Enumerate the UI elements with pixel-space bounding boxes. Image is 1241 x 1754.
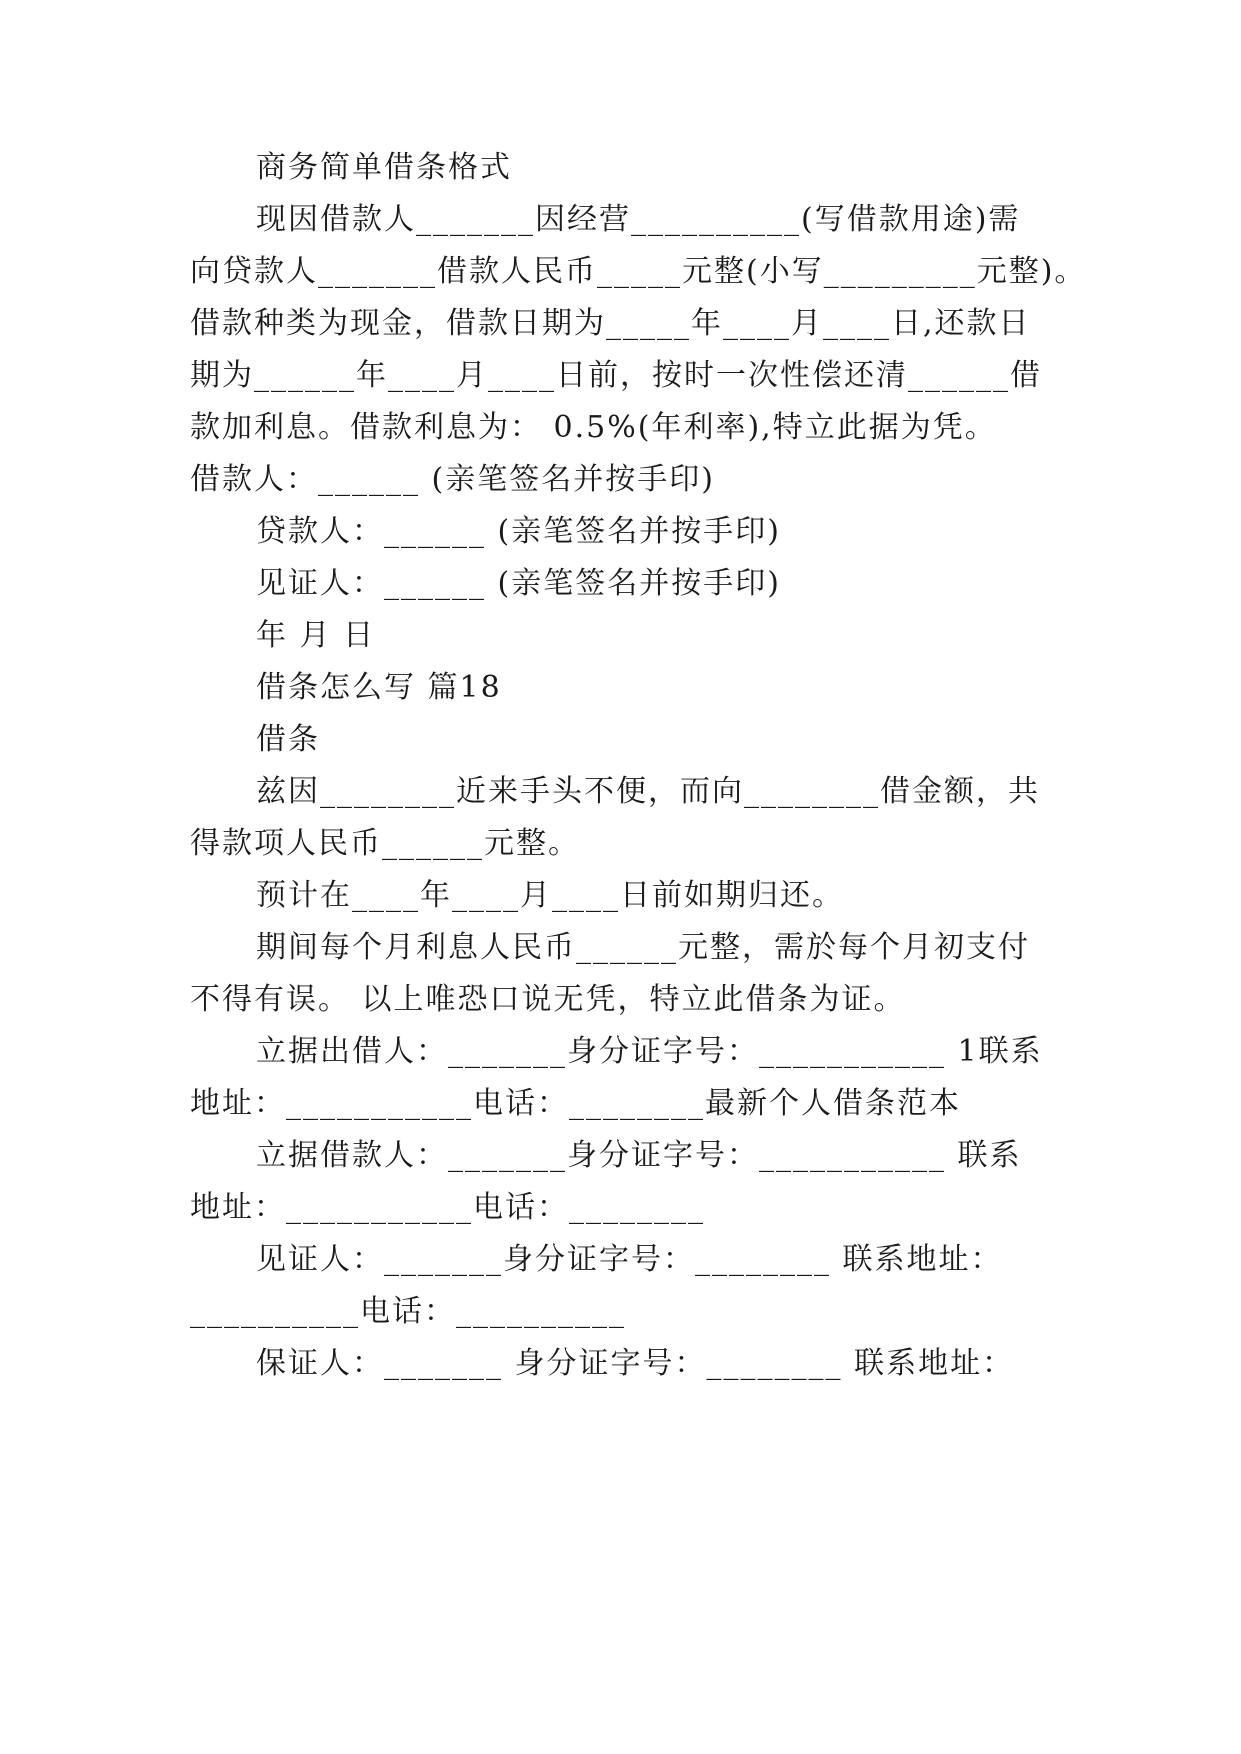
paragraph-line: 期间每个月利息人民币______元整，需於每个月初支付: [256, 930, 1030, 965]
paragraph-line: __________电话：__________: [190, 1294, 626, 1329]
signature-line-witness-info: 见证人：_______身分证字号：________ 联系地址：: [256, 1242, 1003, 1277]
section-title: 借条: [256, 722, 320, 757]
paragraph-line: 地址：___________电话：________最新个人借条范本: [190, 1086, 961, 1121]
paragraph-line: 兹因________近来手头不便，而向________借金额，共: [256, 774, 1040, 809]
signature-line-lender: 贷款人：______ (亲笔签名并按手印): [256, 514, 781, 549]
paragraph-line: 期为______年____月____日前，按时一次性偿还清______借: [190, 358, 1042, 393]
signature-line-lender-info: 立据出借人：_______身分证字号：___________ 1联系: [256, 1034, 1043, 1069]
date-line: 年 月 日: [256, 618, 376, 653]
document-title: 商务简单借条格式: [256, 150, 512, 185]
paragraph-line: 向贷款人_______借款人民币_____元整(小写_________元整)。: [190, 254, 1087, 289]
paragraph-line: 借款种类为现金，借款日期为_____年____月____日,还款日: [190, 306, 1031, 341]
signature-line-borrower-info: 立据借款人：_______身分证字号：___________ 联系: [256, 1138, 1022, 1173]
signature-line-witness: 见证人：______ (亲笔签名并按手印): [256, 566, 781, 601]
paragraph-line: 现因借款人_______因经营__________(写借款用途)需: [256, 202, 1021, 237]
paragraph-line: 得款项人民币______元整。: [190, 826, 580, 861]
paragraph-line: 预计在____年____月____日前如期归还。: [256, 878, 844, 913]
signature-line-guarantor-info: 保证人：_______ 身分证字号：________ 联系地址：: [256, 1346, 1015, 1381]
paragraph-line: 地址：___________电话：________: [190, 1190, 705, 1225]
paragraph-line: 款加利息。借款利息为： 0.5%(年利率),特立此据为凭。: [190, 410, 997, 445]
paragraph-line: 不得有误。 以上唯恐口说无凭，特立此借条为证。: [190, 982, 906, 1017]
signature-line-borrower: 借款人：______ (亲笔签名并按手印): [190, 462, 715, 497]
section-heading: 借条怎么写 篇18: [256, 670, 502, 705]
